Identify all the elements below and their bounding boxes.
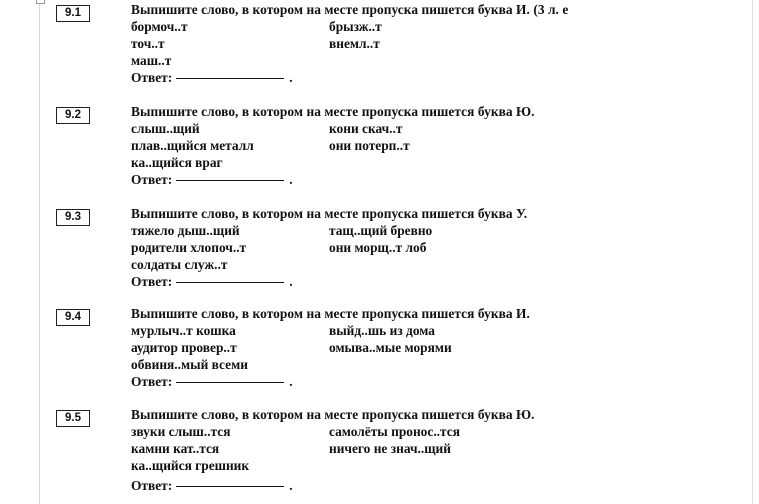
task-question [131,206,527,223]
question-text: Выпишите слово, в котором на месте пропуска пишется буква [131,2,513,17]
answer-row [131,70,293,87]
word-option: ка..щийся грешник [131,458,250,473]
task-number-box: 9.2 [56,107,90,124]
question-tail: (3 л. е [533,2,569,17]
answer-dot: . [289,172,293,187]
word-option: омыва..мые морями [329,340,452,355]
answer-row [131,274,293,291]
answer-field[interactable] [176,78,284,79]
answer-dot: . [289,274,293,289]
word-option: ничего не знач..щий [329,441,451,456]
task-9-5 [0,407,759,500]
word-option: кони скач..т [329,121,403,136]
word-option: они морщ..т лоб [329,240,427,255]
answer-field[interactable] [176,382,284,383]
answer-row [131,172,293,189]
task-9-3 [0,206,759,299]
target-letter: Ю. [516,407,535,422]
answer-label: Ответ: [131,478,173,493]
word-option: аудитор провер..т [131,340,237,355]
word-option: звуки слыш..тся [131,424,231,439]
task-number-box: 9.4 [56,309,90,326]
task-9-1 [0,2,759,95]
answer-field[interactable] [176,180,284,181]
word-option: маш..т [131,53,172,68]
word-option: выйд..шь из дома [329,323,435,338]
task-number-box: 9.3 [56,209,90,226]
word-option: тяжело дыш..щий [131,223,240,238]
word-option: обвиня..мый всеми [131,357,248,372]
answer-label: Ответ: [131,374,173,389]
word-option: солдаты служ..т [131,257,228,272]
word-option: брызж..т [329,19,382,34]
word-option: мурлыч..т кошка [131,323,236,338]
target-letter: И. [516,306,530,321]
word-option: родители хлопоч..т [131,240,247,255]
answer-field[interactable] [176,282,284,283]
task-question [131,104,535,121]
target-letter: У. [516,206,528,221]
answer-dot: . [289,374,293,389]
word-option: камни кат..тся [131,441,220,456]
word-option: плав..щийся металл [131,138,254,153]
task-9-2 [0,104,759,197]
answer-label: Ответ: [131,172,173,187]
answer-dot: . [289,478,293,493]
task-9-4 [0,306,759,399]
answer-dot: . [289,70,293,85]
corner-handle [36,0,45,4]
word-option: слыш..щий [131,121,200,136]
question-text: Выпишите слово, в котором на месте пропуска пишется буква [131,407,513,422]
task-question [131,306,530,323]
task-question [131,407,535,424]
answer-label: Ответ: [131,70,173,85]
target-letter: Ю. [516,104,535,119]
word-option: бормоч..т [131,19,188,34]
word-option: они потерп..т [329,138,410,153]
question-text: Выпишите слово, в котором на месте пропуска пишется буква [131,104,513,119]
word-option: точ..т [131,36,165,51]
question-text: Выпишите слово, в котором на месте пропуска пишется буква [131,306,513,321]
task-question [131,2,568,19]
answer-field[interactable] [176,486,284,487]
answer-row [131,478,293,495]
task-number-box: 9.5 [56,410,90,427]
word-option: ка..щийся враг [131,155,223,170]
word-option: внемл..т [329,36,380,51]
task-number-box: 9.1 [56,5,90,22]
word-option: самолёты пронос..тся [329,424,460,439]
question-text: Выпишите слово, в котором на месте пропуска пишется буква [131,206,513,221]
answer-row [131,374,293,391]
word-option: тащ..щий бревно [329,223,433,238]
target-letter: И. [516,2,530,17]
answer-label: Ответ: [131,274,173,289]
